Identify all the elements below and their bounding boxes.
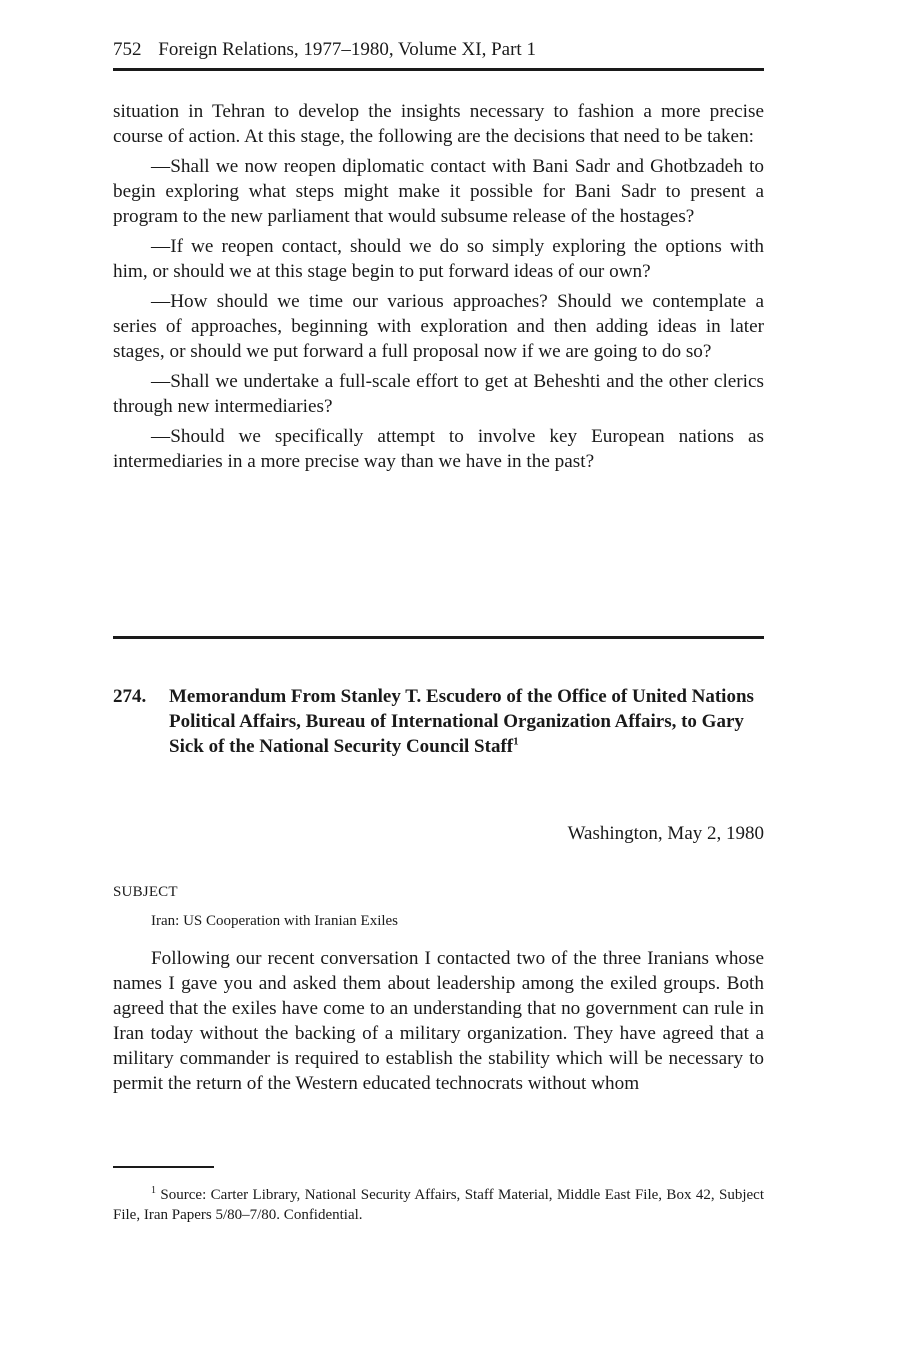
document-heading [113, 684, 764, 759]
memo-paragraph: Following our recent conversation I contacted two of the three Iranians whose names I gave you and asked them about leadership among the exiled groups. Both agreed that the exiles have come to an understanding that no government can rule in Iran today without the backing of a military organization. They have agreed that a military commander is required to establish the stability which will be necessary to permit the return of the Western educated technocrats without whom [113, 948, 764, 1094]
running-head [113, 38, 764, 62]
paragraph-question-4: —Shall we undertake a full-scale effort to get at Beheshti and the other clerics through new intermediaries? [113, 371, 764, 417]
continued-text [113, 99, 764, 479]
paragraph-question-2: —If we reopen contact, should we do so simply exploring the options with him, or should we at this stage begin to put forward ideas of our own? [113, 236, 764, 282]
document-title-wrapper [169, 684, 759, 759]
series-title: Foreign Relations, 1977–1980, Volume XI, Part 1 [158, 39, 536, 60]
dateline: Washington, May 2, 1980 [567, 823, 764, 844]
footnote-marker: 1 [151, 1185, 156, 1196]
footnote-rule [113, 1166, 214, 1168]
footnote-reference[interactable]: 1 [513, 735, 519, 748]
footnote [113, 1185, 764, 1225]
paragraph-question-5: —Should we specifically attempt to involve key European nations as intermediaries in a more precise way than we have in the past? [113, 426, 764, 472]
page-number: 752 [113, 39, 142, 60]
paragraph-question-1: —Shall we now reopen diplomatic contact with Bani Sadr and Ghotbzadeh to begin exploring what steps might make it possible for Bani Sadr to present a program to the new parliament that would subsume release of the hostages? [113, 156, 764, 227]
memo-body [113, 946, 764, 1101]
footnote-text: Source: Carter Library, National Security Affairs, Staff Material, Middle East File, Box 42, Subject File, Iran Papers 5/80–7/80. Confidential. [113, 1187, 765, 1223]
running-head-rule [113, 68, 764, 71]
subject-text: Iran: US Cooperation with Iranian Exiles [151, 913, 399, 929]
section-divider [113, 636, 764, 639]
subject-label: SUBJECT [113, 884, 178, 900]
paragraph-continued: situation in Tehran to develop the insights necessary to fashion a more precise course of action. At this stage, the following are the decisions that need to be taken: [113, 101, 764, 147]
paragraph-question-3: —How should we time our various approaches? Should we contemplate a series of approaches, beginning with exploration and then adding ideas in later stages, or should we put forward a full proposal now if we are going to do so? [113, 291, 764, 362]
document-title: Memorandum From Stanley T. Escudero of the Office of United Nations Political Affairs, Bureau of International Organization Affairs, to Gary Sick of the National Security Council Staff [169, 686, 754, 757]
document-number: 274. [113, 686, 147, 707]
